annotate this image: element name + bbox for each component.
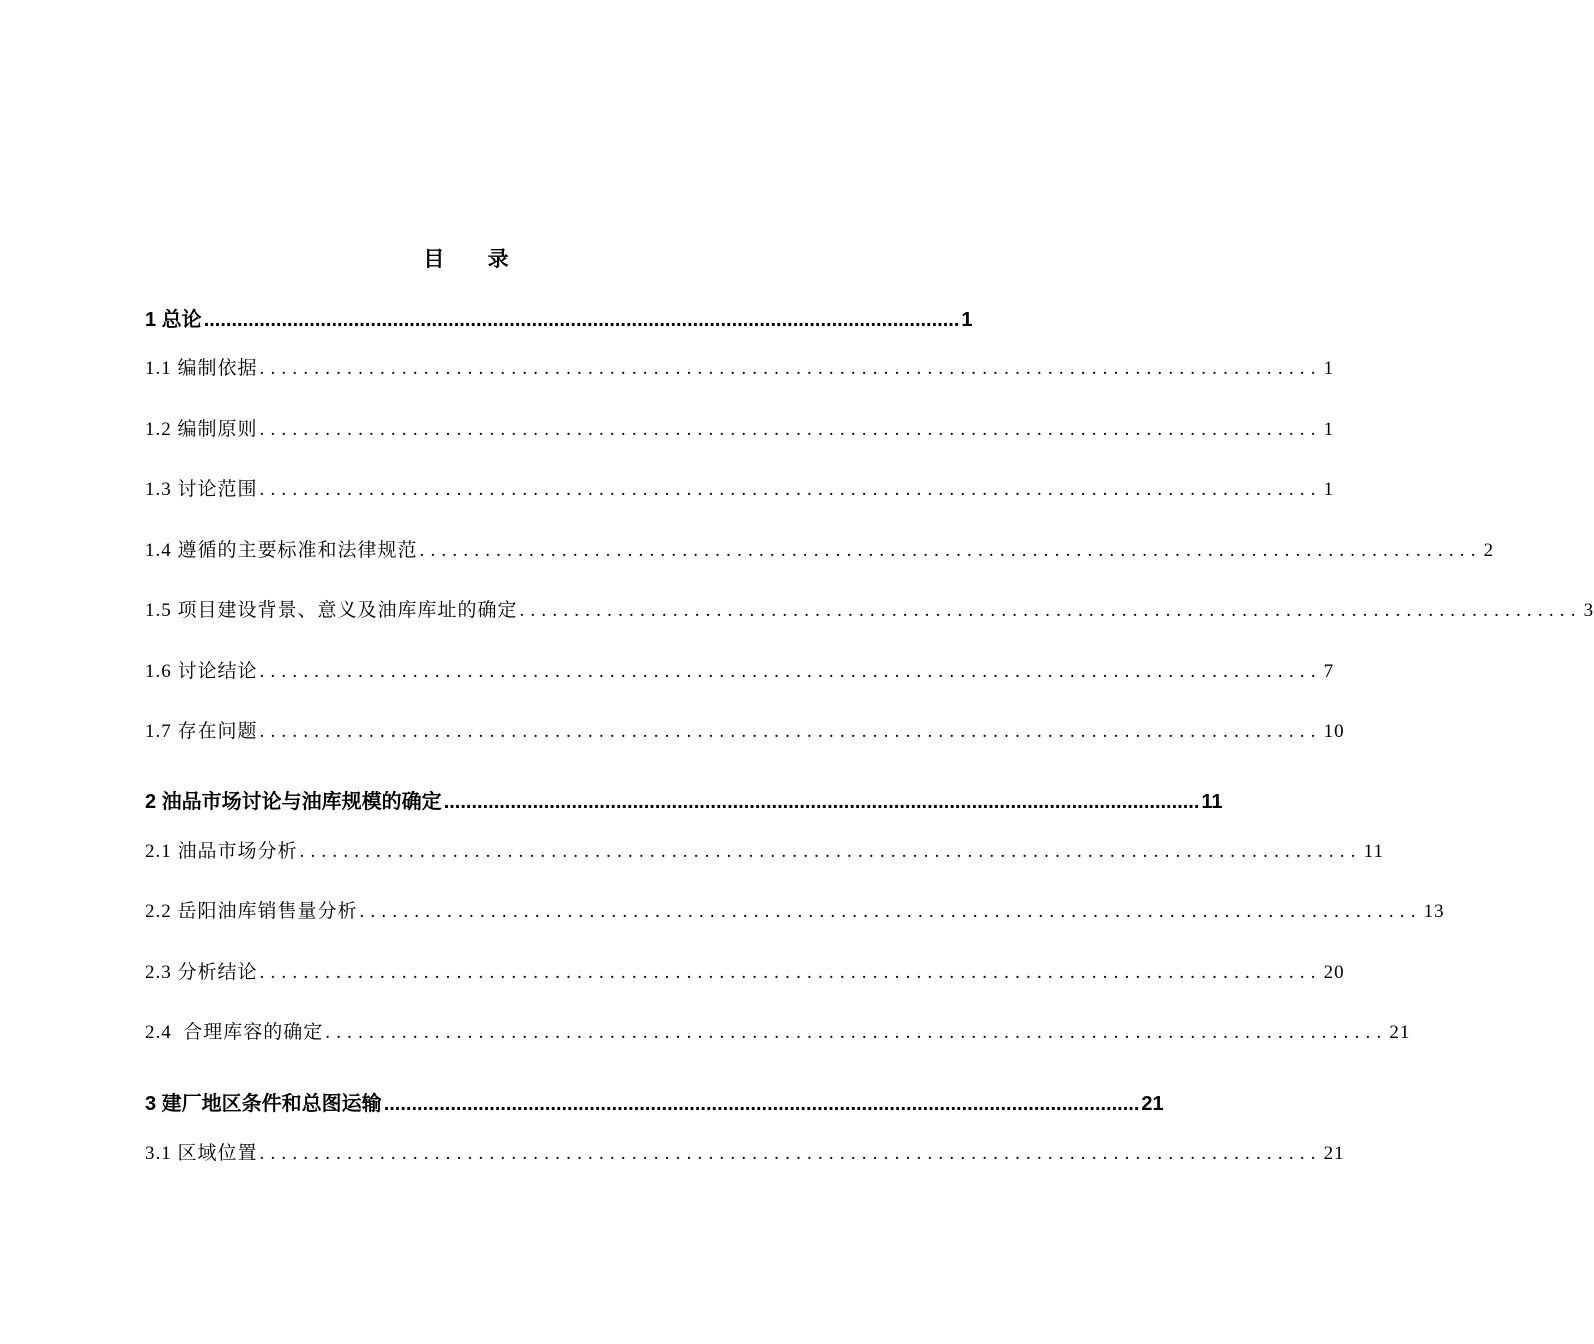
- toc-entry-text: 1.6 讨论结论: [145, 661, 258, 682]
- toc-leader-dots: ........................................................................................................................................: [203, 309, 960, 331]
- toc-entry-text: 1.7 存在问题: [145, 721, 258, 742]
- toc-entry-text: 2 油品市场讨论与油库规模的确定: [145, 791, 442, 813]
- toc-leader-dots: ........................................................................................................................................: [383, 1093, 1140, 1115]
- toc-entry-page: 11: [1363, 841, 1384, 862]
- toc-leader-dots: .................................................................................................: [299, 841, 1362, 862]
- toc-entry[interactable]: [145, 898, 1445, 926]
- toc-entry-page: 7: [1323, 661, 1335, 682]
- toc-leader-dots: .................................................................................................: [259, 479, 1322, 500]
- toc-leader-dots: .................................................................................................: [259, 721, 1322, 742]
- toc-entry-text: 1.2 编制原则: [145, 419, 258, 440]
- toc-entry[interactable]: [145, 306, 973, 334]
- toc-entry-page: 3: [1583, 600, 1594, 621]
- toc-entry-text: 2.3 分析结论: [145, 962, 258, 983]
- toc-entry[interactable]: [145, 1140, 1345, 1168]
- toc-entry-text: 2.2 岳阳油库销售量分析: [145, 901, 358, 922]
- toc-entry-page: 20: [1323, 962, 1345, 983]
- toc-entry-text: 2.4 合理库容的确定: [145, 1022, 324, 1043]
- toc-leader-dots: .................................................................................................: [259, 1143, 1322, 1164]
- toc-entry[interactable]: [145, 838, 1384, 866]
- toc-entry-page: 21: [1141, 1093, 1164, 1115]
- toc-entry-page: 11: [1201, 791, 1223, 813]
- toc-entry-text: 3.1 区域位置: [145, 1143, 258, 1164]
- toc-entry[interactable]: [145, 788, 1223, 816]
- toc-entry-text: 3 建厂地区条件和总图运输: [145, 1093, 382, 1115]
- toc-entry-page: 10: [1323, 721, 1345, 742]
- toc-entry-page: 1: [1323, 358, 1335, 379]
- toc-entry[interactable]: [145, 355, 1335, 383]
- toc-entry-text: 1.4 遵循的主要标准和法律规范: [145, 540, 418, 561]
- toc-entry-page: 13: [1423, 901, 1445, 922]
- toc-entry-page: 21: [1323, 1143, 1345, 1164]
- toc-leader-dots: .................................................................................................: [519, 600, 1582, 621]
- toc-entry[interactable]: [145, 959, 1345, 987]
- toc-leader-dots: .................................................................................................: [259, 661, 1322, 682]
- toc-entry-page: 1: [961, 309, 973, 331]
- toc-entry[interactable]: [145, 1090, 1164, 1118]
- toc-entry-text: 1 总论: [145, 309, 202, 331]
- toc-entry-text: 1.1 编制依据: [145, 358, 258, 379]
- toc-leader-dots: ........................................................................................................................................: [443, 791, 1200, 813]
- toc-entry-text: 1.5 项目建设背景、意义及油库库址的确定: [145, 600, 518, 621]
- toc-entry[interactable]: [145, 718, 1345, 746]
- toc-entry-page: 2: [1483, 540, 1495, 561]
- toc-entry-text: 1.3 讨论范围: [145, 479, 258, 500]
- toc-leader-dots: .................................................................................................: [259, 962, 1322, 983]
- toc-entry[interactable]: [145, 476, 1335, 504]
- toc-leader-dots: .................................................................................................: [259, 419, 1322, 440]
- toc-leader-dots: .................................................................................................: [359, 901, 1422, 922]
- toc-leader-dots: .................................................................................................: [325, 1022, 1388, 1043]
- toc-title: 目 录: [423, 247, 527, 271]
- toc-leader-dots: .................................................................................................: [419, 540, 1482, 561]
- toc-entry-page: 1: [1323, 479, 1335, 500]
- toc-entry[interactable]: [145, 537, 1495, 565]
- toc-entry-page: 1: [1323, 419, 1335, 440]
- toc-entry-text: 2.1 油品市场分析: [145, 841, 298, 862]
- toc-entry[interactable]: [145, 1019, 1411, 1047]
- toc-entry[interactable]: [145, 658, 1335, 686]
- toc-entry[interactable]: [145, 416, 1335, 444]
- toc-entry[interactable]: [145, 597, 1594, 625]
- toc-entry-page: 21: [1389, 1022, 1411, 1043]
- toc-leader-dots: .................................................................................................: [259, 358, 1322, 379]
